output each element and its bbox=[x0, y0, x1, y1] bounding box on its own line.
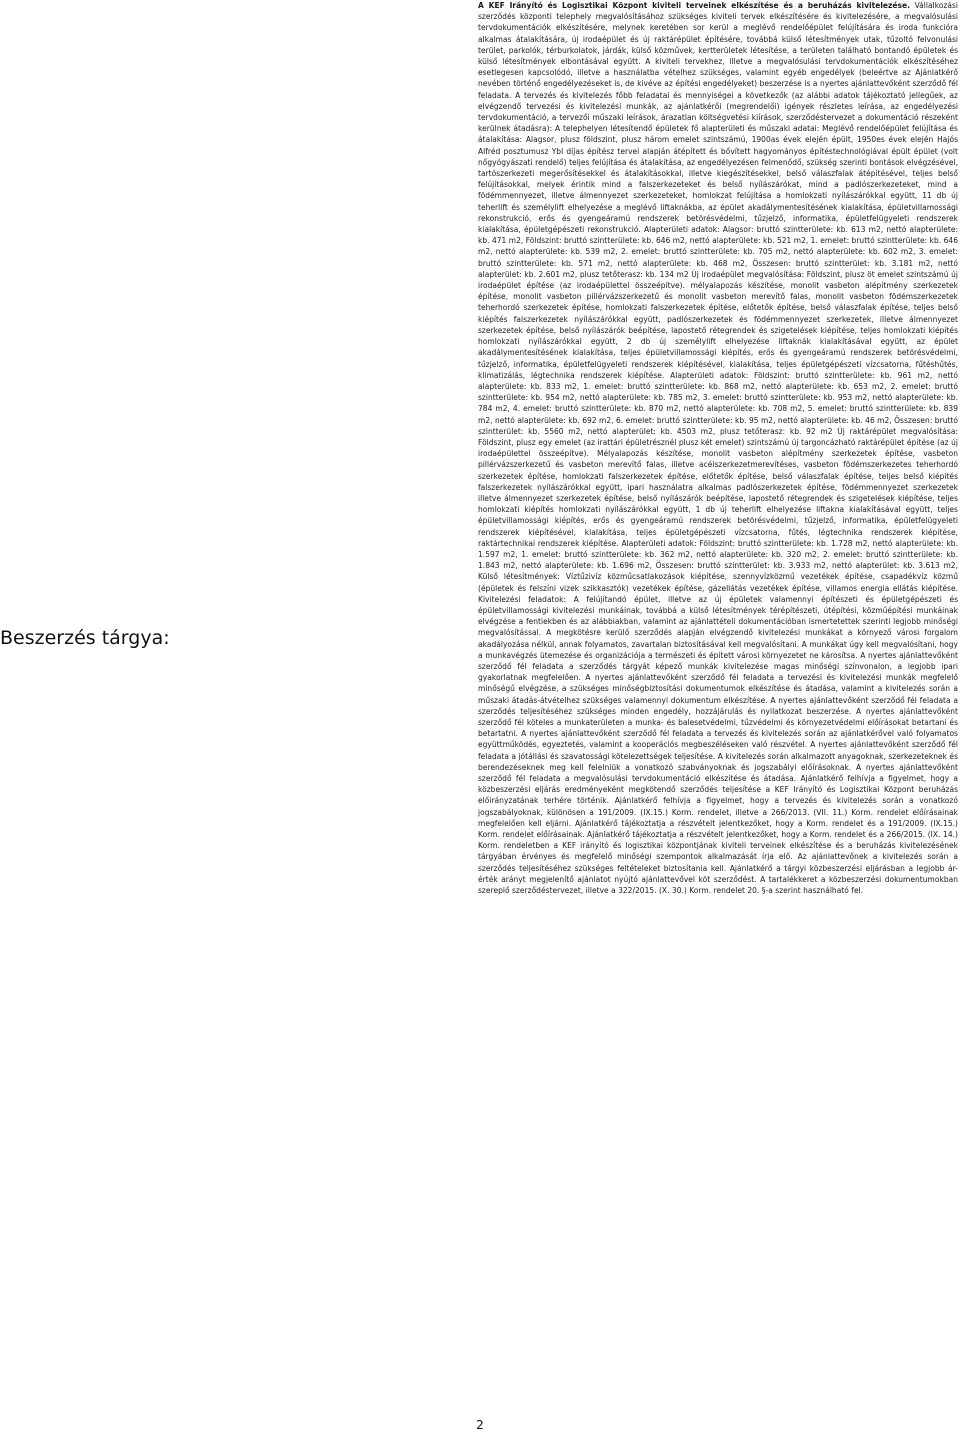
page-footer bbox=[0, 1414, 960, 1433]
procurement-subject-label: Beszerzés tárgya: bbox=[0, 627, 170, 649]
page-number: 2 bbox=[476, 1418, 484, 1432]
description-column bbox=[478, 0, 958, 1350]
description-paragraph bbox=[478, 0, 958, 896]
label-column bbox=[0, 0, 474, 1380]
description-lead: A KEF Irányító és Logisztikai Központ kiviteli terveinek elkészítése és a beruházás kivitelezése. bbox=[478, 1, 910, 10]
description-body: Vállalkozási szerződés központi telephely megvalósításához szükséges kiviteli tervek elkészítésére és kivitelezésére, a megvalósulási tervdokumentációk elkészítésére, melynek keretében sor kerül a meglévő rendelőépület felújítására és iroda funkcióra alkalmas átalakítására, új irodaépület és új raktárépület építésére, továbbá külső létesítmények utak, tűzoltó felvonulási terület, parkolók, térburkolatok, járdák, külső közművek, kertterületek létesítése, a területen található bontandó épületek és külső létesítmények elbontásával együtt. A kiviteli tervekhez, illetve a megvalósulási tervdokumentációk elkészítéséhez esetlegesen kapcsolódó, illetve a használatba vételhez szükséges, valamint egyéb engedélyek (beleértve az Ajánlatkérő nevében történő engedélyezéseket is, de kivéve az építési engedélyeket) beszerzése is a nyertes ajánlattevőként szerződő fél feladata. A tervezés és kivitelezés főbb feladatai és mennyiségei a következők (az alábbi adatok tájékoztató jellegűek, az elvégzendő tervezési és kivitelezési munkák, az ajánlatkérői (megrendelői) igények részletes leírása, az engedélyezési tervdokumentáció, a tervezői műszaki leírások, árazatlan költségvetési kiírások, szerződéstervezet a dokumentáció részeként kerülnek átadásra): A telephelyen létesítendő épületek fő alapterületi és műszaki adatai: Meglévő rendelőépület felújítása és átalakítása: Alagsor, plusz földszint, plusz három emelet szintszámú, 1900as évek elején épült, 1950es évek elején Hajós Alfréd posztumusz Ybl díjas építész tervei alapján átépített és bővített hagyományos építéstechnológiával épült épület (volt nőgyógyászati rendelő) teljes felújítása és átalakítása, az engedélyezésen felmenődő, szükség szerinti bontások elvégzésével, tartószerkezeti megerősítésekkel és átalakításokkal, illetve kiegészítésekkel, belső válaszfalak átépítésével, teljes belső felújításokkal, melyek érintik mind a falszerkezeteket és belső nyílászárókat, mind a padlószerkezeteket, mind a födémmennyezet, illetve álmennyezet szerkezeteket, homlokzat felújítása a homlokzati nyílászárókkal együtt, 11 db új teherlift és személylift elhelyezése a meglévő liftaknákba, az épület akadálymentesítésének kialakítása, épületvillamossági rekonstrukció, erős és gyengeáramú rendszerek betörésvédelmi, tűzjelző, informatika, épületfelügyeleti rendszerek kialakítása, épületgépészeti rekonstrukció. Alapterületi adatok: Alagsor: bruttó szintterülete: kb. 613 m2, nettó alapterülete: kb. 471 m2, Földszint: bruttó szintterülete: kb. 646 m2, nettó alapterülete: kb. 521 m2, 1. emelet: bruttó szintterülete: kb. 646 m2, nettó alapterülete: kb. 539 m2, 2. emelet: bruttó szintterülete: kb. 705 m2, nettó alapterülete: kb. 602 m2, 3. emelet: bruttó szintterülete: kb. 571 m2, nettó alapterülete: kb. 468 m2, Összesen: bruttó szintterület: kb. 3.181 m2, nettó alapterület: kb. 2.601 m2, plusz tetőterasz: kb. 134 m2 Új irodaépület megvalósítása: Földszint, plusz öt emelet szintszámú új irodaépület építése (az irodaépülettel összeépítve). mélyalapozás készítése, monolit vasbeton alépítmény szerkezetek építése, monolit vasbeton pillérvázszerkezetű és monolit vasbeton merevítő falas, monolit vasbeton födémszerkezetek teherhordó szerkezetek építése, homlokzati falszerkezetek építése, előtetők építése, belső válaszfalak építése, teljes belső kiépítés falszerkezetek nyílászárókkal együtt, padlószerkezetek és födémmennyezet szerkezetek, illetve álmennyezet szerkezetek építése, belső nyílászárók beépítése, lapostető rétegrendek és szigetelések kiépítése, teljes homlokzati kiépítés homlokzati nyílászárókkal együtt, 2 db új személylift elhelyezése liftaknák kialakításával együtt, az épület akadálymentesítésének kialakítása, teljes épületvillamossági kiépítés, erős és gyengeáramú rendszerek betörésvédelmi, tűzjelző, informatika, épületfelügyeleti rendszerek kiépítésével, kialakítása, teljes épületgépészeti vízcsatorna, fűtéshűtés, klimatizálás, légtechnika rendszerek kiépítése. Alapterületi adatok: Földszint: bruttó szintterülete: kb. 961 m2, nettó alapterülete: kb. 833 m2, 1. emelet: bruttó szintterülete: kb. 868 m2, nettó alapterülete: kb. 653 m2, 2. emelet: bruttó szintterülete: kb. 954 m2, nettó alapterülete: kb. 785 m2, 3. emelet: bruttó szintterülete: kb. 953 m2, nettó alapterülete: kb. 784 m2, 4. emelet: bruttó szintterülete: kb. 870 m2, nettó alapterülete: kb. 708 m2, 5. emelet: bruttó szintterülete: kb. 839 m2, nettó alapterülete: kb. 692 m2, 6. emelet: bruttó szintterülete: kb. 95 m2, nettó alapterülete: kb. 46 m2, Összesen: bruttó szintterület: kb. 5560 m2, nettó alapterület: kb. 4503 m2, plusz tetőterasz: kb. 92 m2 Új raktárépület megvalósítása: Földszint, plusz egy emelet (az irattári épületrésznél plusz két emelet) szintszámú új targoncázható raktárépület építése (az új irodaépülettel összeépítve). Mélyalapozás készítése, monolit vasbeton alépítmény szerkezetek építése, vasbeton pillérvázszerkezetű és vasbeton merevítő falas, illetve acélszerkezetmerevítéses, vasbeton födémszerkezetes teherhordó szerkezetek építése, homlokzati falszerkezetek építése, előtetők építése, belső válaszfalak építése, teljes belső kiépítés falszerkezetek nyílászárókkal együtt, ipari használatra alkalmas padlószerkezetek építése, födémmennyezet szerkezetek illetve álmennyezet szerkezetek építése, belső nyílászárók beépítése, lapostető rétegrendek és szigetelések kiépítése, teljes homlokzati kiépítés homlokzati nyílászárókkal együtt, 1 db új teherlift elhelyezése liftakna kialakításával együtt, teljes épületvillamossági kiépítés, erős és gyengeáramú rendszerek betörésvédelmi, tűzjelző, informatika, épületfelügyeleti rendszerek kiépítésével, kialakítása, teljes épületgépészeti vízcsatorna, fűtés, légtechnika rendszerek kiépítése, raktártechnikai rendszerek kiépítése. Alapterületi adatok: Földszint: bruttó szintterülete: kb. 1.728 m2, nettó alapterülete: kb. 1.597 m2, 1. emelet: bruttó szintterülete: kb. 362 m2, nettó alapterülete: kb. 320 m2, 2. emelet: bruttó szintterülete: kb. 1.843 m2, nettó alapterülete: kb. 1.696 m2, Összesen: bruttó szintterület: kb. 3.933 m2, nettó alapterület: kb. 3.613 m2, Külső létesítmények: Víztűzivíz közműcsatlakozások kiépítése, szennyvízközmű vezetékek építése, csapadékvíz közmű (épületek és felszíni vizek szikkasztók) vezetékek építése, gázellátás vezetékek építése, villamos energia ellátás kiépítése. Kivitelezési feladatok: A felújítandó épület, illetve az új épületek valamennyi építészeti és épületgépészeti és épületvillamossági kivitelezési munkáinak, továbbá a külső létesítmények térépítészeti, útépítési, közműépítési munkáinak elvégzése a fentiekben és az alábbiakban, valamint az ajánlattételi dokumentációban ismertetettek szerinti legjobb minőségi megvalósítással. A megkötésre kerülő szerződés alapján elvégzendő kivitelezési munkákat a környező városi forgalom akadályozása nélkül, annak folyamatos, zavartalan biztosításával kell megvalósítani. A munkákat úgy kell megvalósítani, hogy a munkavégzés ütemezése és organizációja a természeti és épített városi környezetet ne károsítsa. A nyertes ajánlattevőként szerződő fél feladata a szerződés tárgyát képező munkák kivitelezése magas minőségi színvonalon, a legjobb ipari gyakorlatnak megfelelően. A nyertes ajánlattevőként szerződő fél feladata a tervezési és kivitelezési munkák megfelelő minőségű elvégzése, a szükséges minőségbiztosítási dokumentumok elkészítése és átadása, valamint a kivitelezés során a műszaki átadás-átvételhez szükséges valamennyi dokumentum elkészítése. A nyertes ajánlattevőként szerződő fél feladata a szerződés teljesítéséhez szükséges minden engedély, hozzájárulás és nyilatkozat beszerzése. A nyertes ajánlattevőként szerződő fél köteles a munkaterületen a munka- és balesetvédelmi, tűzvédelmi és környezetvédelmi előírásokat betartani és betartatni. A nyertes ajánlattevőként szerződő fél feladata a tervezés és kivitelezés során az ajánlatkérővel való folyamatos együttműködés, egyeztetés, valamint a kooperációs megbeszéléseken való részvétel. A nyertes ajánlattevőként szerződő fél feladata a jótállási és szavatossági kötelezettségek teljesítése. A kivitelezés során alkalmazott anyagoknak, szerkezeteknek és berendezéseknek meg kell felelniük a vonatkozó szabványoknak és jogszabályi előírásoknak. A nyertes ajánlattevőként szerződő fél feladata a megvalósulási tervdokumentáció elkészítése és átadása. Ajánlatkérő felhívja a figyelmet, hogy a közbeszerzési eljárás eredményeként megkötendő szerződés teljesítése a KEF Irányító és Logisztikai Központ beruházás előirányzatának terhére történik. Ajánlatkérő felhívja a figyelmet, hogy a tervezés és kivitelezés során a vonatkozó jogszabályoknak, különösen a 191/2009. (IX.15.) Korm. rendelet, illetve a 266/2013. (VII. 11.) Korm. rendelet előírásainak megfelelően kell eljárni. Ajánlatkérő tájékoztatja a részvételt jelentkezőket, hogy a Korm. rendelet és a 191/2009. (IX.15.) Korm. rendelet előírásainak. Ajánlatkérő tájékoztatja a részvételt jelentkezőket, hogy a Korm. rendelet és a 266/2015. (IX. 14.) Korm. rendeletben a KEF irányító és logisztikai központjának kiviteli terveinek elkészítése és a beruházás kivitelezésének tárgyában érvényes és megfelelő minőségi szempontok alkalmazását írja elő. Az ajánlattevőnek a kivitelezés során a szerződés teljesítéséhez szükséges feltételeket biztosítania kell. Ajánlatkérő a tárgyi közbeszerzési eljárásban a legjobb ár-érték arányt megjelenítő ajánlatot nyújtó ajánlattevővel köt szerződést. A tartalékkeret a közbeszerzési dokumentumokban szereplő szerződéstervezet, illetve a 322/2015. (X. 30.) Korm. rendelet 20. §-a szerint használható fel. bbox=[478, 1, 958, 896]
